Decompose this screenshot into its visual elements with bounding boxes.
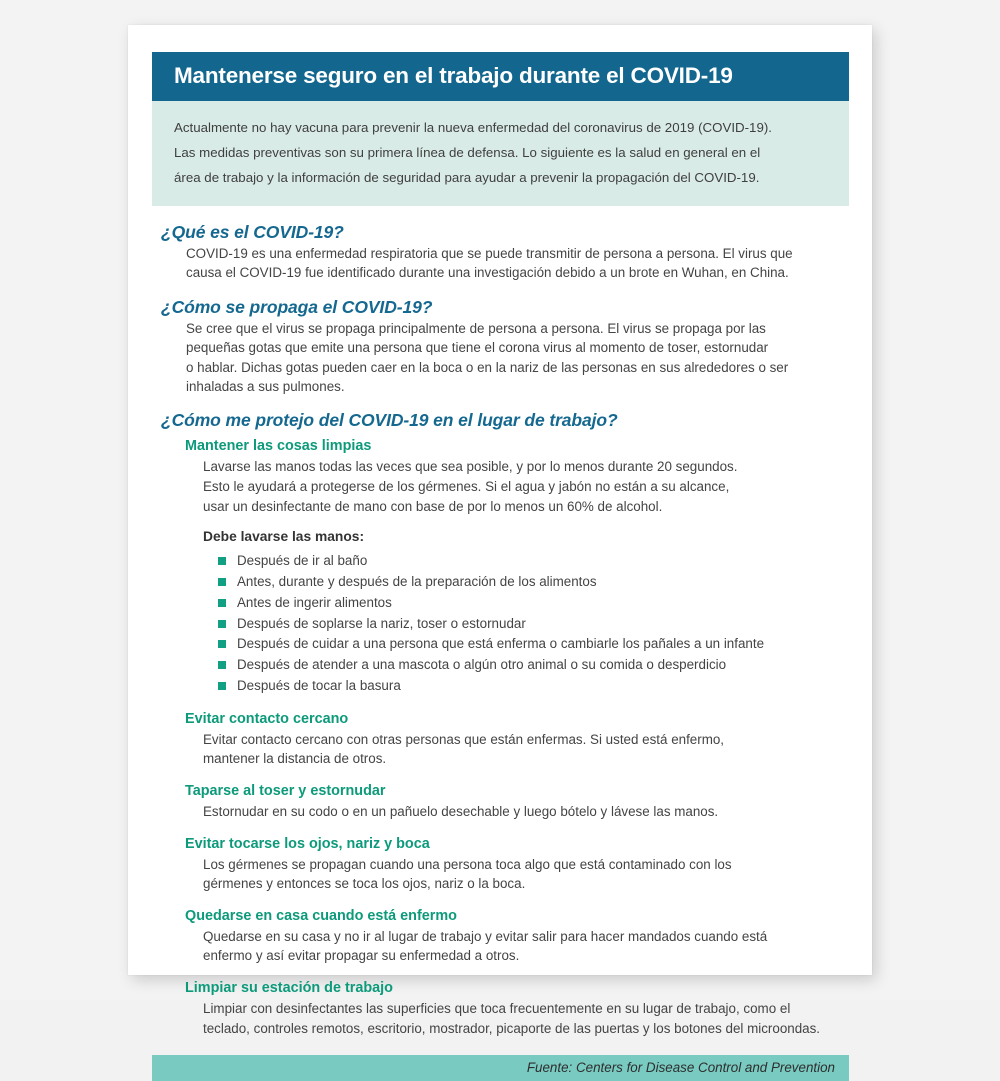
subsection-mantener-las-cosas-limpias (152, 433, 849, 696)
subsection-body (152, 457, 849, 516)
text-line: o hablar. Dichas gotas pueden caer en la boca o en la nariz de las personas en sus alrededores o ser (186, 359, 789, 375)
text-line: Limpiar con desinfectantes las superficies que toca frecuentemente en su lugar de trabajo, como el (203, 1000, 791, 1016)
section-heading: ¿Cómo se propaga el COVID-19? (161, 296, 433, 317)
section-heading: ¿Qué es el COVID-19? (161, 222, 344, 242)
subsection-body (152, 927, 849, 966)
square-bullet-icon (218, 557, 226, 565)
list-item-label: Después de atender a una mascota o algún otro animal o su comida o desperdicio (237, 657, 727, 673)
intro-line: área de trabajo y la información de seguridad para ayudar a prevenir la propagación del COVID-19. (174, 170, 760, 185)
list-item (218, 655, 849, 676)
text-line: pequeñas gotas que emite una persona que tiene el corona virus al momento de toser, estornudar (186, 340, 769, 356)
subsection-heading: Taparse al toser y estornudar (185, 782, 386, 799)
list-item-label: Después de ir al baño (237, 553, 368, 569)
square-bullet-icon (218, 640, 226, 648)
list-item-label: Antes, durante y después de la preparación de los alimentos (237, 574, 597, 590)
page-title: Mantenerse seguro en el trabajo durante el COVID-19 (174, 63, 733, 89)
subsection-body (152, 999, 849, 1038)
list-item (218, 593, 849, 614)
text-line: enfermo y así evitar propagar su enfermedad a otros. (203, 948, 520, 964)
square-bullet-icon (218, 682, 226, 690)
text-line: Quedarse en su casa y no ir al lugar de trabajo y evitar salir para hacer mandados cuando está (203, 928, 768, 944)
text-line: COVID-19 es una enfermedad respiratoria que se puede transmitir de persona a persona. El virus que (186, 246, 793, 261)
section-heading: ¿Cómo me protejo del COVID-19 en el lugar de trabajo? (161, 410, 618, 431)
text-line: mantener la distancia de otros. (203, 751, 387, 767)
subsection-heading: Quedarse en casa cuando está enfermo (185, 907, 457, 924)
document-content (152, 52, 849, 1081)
source-footer-bar (152, 1055, 849, 1081)
list-item-label: Antes de ingerir alimentos (237, 594, 392, 610)
text-line: usar un desinfectante de mano con base de por lo menos un 60% de alcohol. (203, 498, 663, 514)
handwash-list (152, 551, 849, 697)
subsection-heading: Mantener las cosas limpias (185, 438, 372, 455)
subsection-taparse-al-toser (152, 778, 849, 822)
text-line: Lavarse las manos todas las veces que sea posible, y por lo menos durante 20 segundos. (203, 459, 738, 475)
text-line: gérmenes y entonces se toca los ojos, nariz o la boca. (203, 876, 526, 892)
subsection-heading: Limpiar su estación de trabajo (185, 979, 393, 996)
text-line: Se cree que el virus se propaga principalmente de persona a persona. El virus se propaga por las (186, 320, 766, 336)
section-body (152, 244, 849, 283)
text-line: teclado, controles remotos, escritorio, mostrador, picaporte de las puertas y los botones del microondas. (203, 1020, 821, 1036)
list-item (218, 676, 849, 697)
intro-line: Las medidas preventivas son su primera línea de defensa. Lo siguiente es la salud en general en el (174, 145, 761, 160)
document-page (128, 25, 872, 1076)
list-item-label: Después de cuidar a una persona que está enferma o cambiarle los pañales a un infante (237, 636, 765, 652)
subsection-body (152, 802, 849, 822)
text-line: Evitar contacto cercano con otras personas que están enfermas. Si usted está enfermo, (203, 731, 725, 747)
intro-line: Actualmente no hay vacuna para prevenir la nueva enfermedad del coronavirus de 2019 (COVID-19). (174, 120, 772, 135)
subsection-body (152, 855, 849, 894)
section-como-me-protejo (152, 408, 849, 1038)
square-bullet-icon (218, 599, 226, 607)
square-bullet-icon (218, 620, 226, 628)
document-body (152, 206, 849, 1081)
list-item (218, 634, 849, 655)
subsection-limpiar-estacion (152, 975, 849, 1038)
section-que-es-covid (152, 220, 849, 283)
section-como-se-propaga (152, 295, 849, 397)
square-bullet-icon (218, 661, 226, 669)
handwash-list-label: Debe lavarse las manos: (203, 529, 365, 545)
text-line: Estornudar en su codo o en un pañuelo desechable y luego bótelo y lávese las manos. (203, 803, 719, 819)
list-item (218, 551, 849, 572)
subsection-heading: Evitar tocarse los ojos, nariz y boca (185, 835, 430, 852)
text-line: Los gérmenes se propagan cuando una persona toca algo que está contaminado con los (203, 856, 732, 872)
subsection-quedarse-en-casa (152, 903, 849, 966)
subsection-heading: Evitar contacto cercano (185, 710, 349, 727)
section-body (152, 319, 849, 397)
intro-panel (152, 101, 849, 206)
text-line: Esto le ayudará a protegerse de los gérmenes. Si el agua y jabón no están a su alcance, (203, 479, 730, 495)
subsection-evitar-tocarse (152, 831, 849, 894)
list-item (218, 614, 849, 635)
subsection-body (152, 730, 849, 769)
list-item-label: Después de tocar la basura (237, 678, 401, 693)
source-text: Fuente: Centers for Disease Control and Prevention (526, 1060, 835, 1076)
text-line: inhaladas a sus pulmones. (186, 379, 345, 395)
list-item-label: Después de soplarse la nariz, toser o estornudar (237, 615, 526, 631)
square-bullet-icon (218, 578, 226, 586)
text-line: causa el COVID-19 fue identificado durante una investigación debido a un brote en Wuhan, en China. (186, 265, 789, 281)
list-item (218, 572, 849, 593)
document-title-bar (152, 52, 849, 101)
subsection-evitar-contacto-cercano (152, 706, 849, 769)
